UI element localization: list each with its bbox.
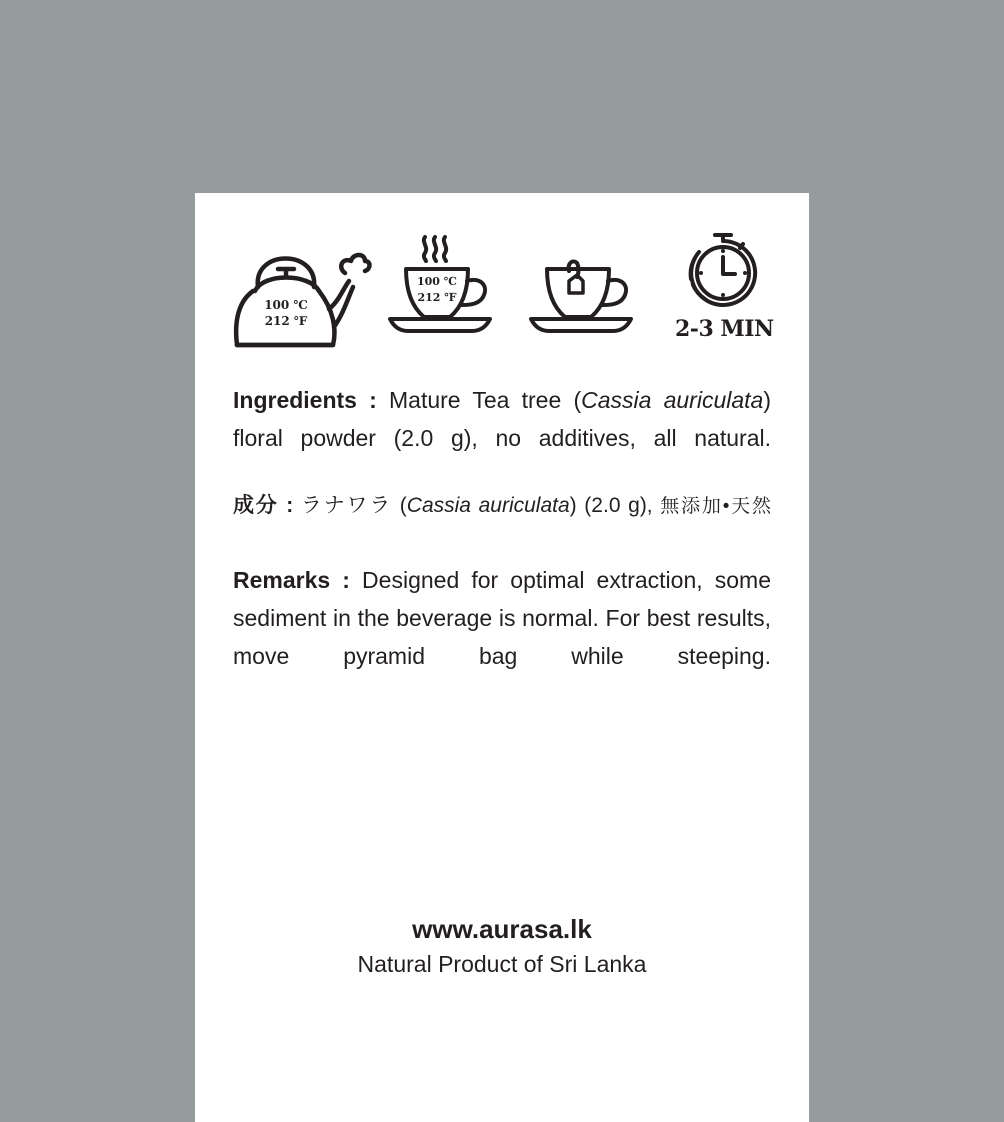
brewing-instructions-icons — [233, 229, 773, 359]
remarks-text: Designed for optimal extraction, some sediment in the beverage is normal. For best results, move pyramid bag while steeping. — [233, 567, 771, 669]
ingredients-label: Ingredients : — [233, 387, 377, 413]
svg-text:212 ℉: 212 ℉ — [264, 314, 308, 328]
svg-text:212 ℉: 212 ℉ — [417, 291, 457, 304]
ingredients-jp-label: 成分 — [233, 494, 279, 517]
kettle-icon — [233, 229, 373, 351]
steep-time-label: 2-3 MIN — [675, 316, 774, 342]
ingredients-text-after: ) floral powder (2.0 g), no additives, all natural. — [233, 387, 771, 451]
remarks-paragraph — [233, 561, 771, 675]
ingredients-text-before: Mature Tea tree ( — [376, 387, 582, 413]
teabag-cup-icon — [529, 229, 639, 339]
ingredients-japanese-paragraph — [233, 491, 771, 522]
website-url: www.aurasa.lk — [412, 914, 592, 944]
ingredients-jp-separator: : — [278, 494, 301, 517]
ingredients-paragraph — [233, 381, 771, 457]
svg-text:100 ℃: 100 ℃ — [264, 298, 308, 312]
svg-text:100 ℃: 100 ℃ — [417, 275, 457, 288]
remarks-label: Remarks : — [233, 567, 350, 593]
ingredients-jp-latin-name: Cassia auriculata — [406, 494, 570, 517]
ingredients-jp-text-before: ラナワラ ( — [300, 494, 407, 517]
stopwatch-icon — [681, 229, 765, 313]
ingredients-jp-text-after: 無添加•天然 — [660, 496, 771, 517]
product-label-card — [195, 193, 809, 1122]
ingredients-latin-name: Cassia auriculata — [581, 387, 764, 413]
hot-cup-icon — [388, 229, 498, 339]
ingredients-jp-text-mid: ) (2.0 g), — [569, 494, 661, 517]
origin-tagline: Natural Product of Sri Lanka — [357, 951, 647, 977]
